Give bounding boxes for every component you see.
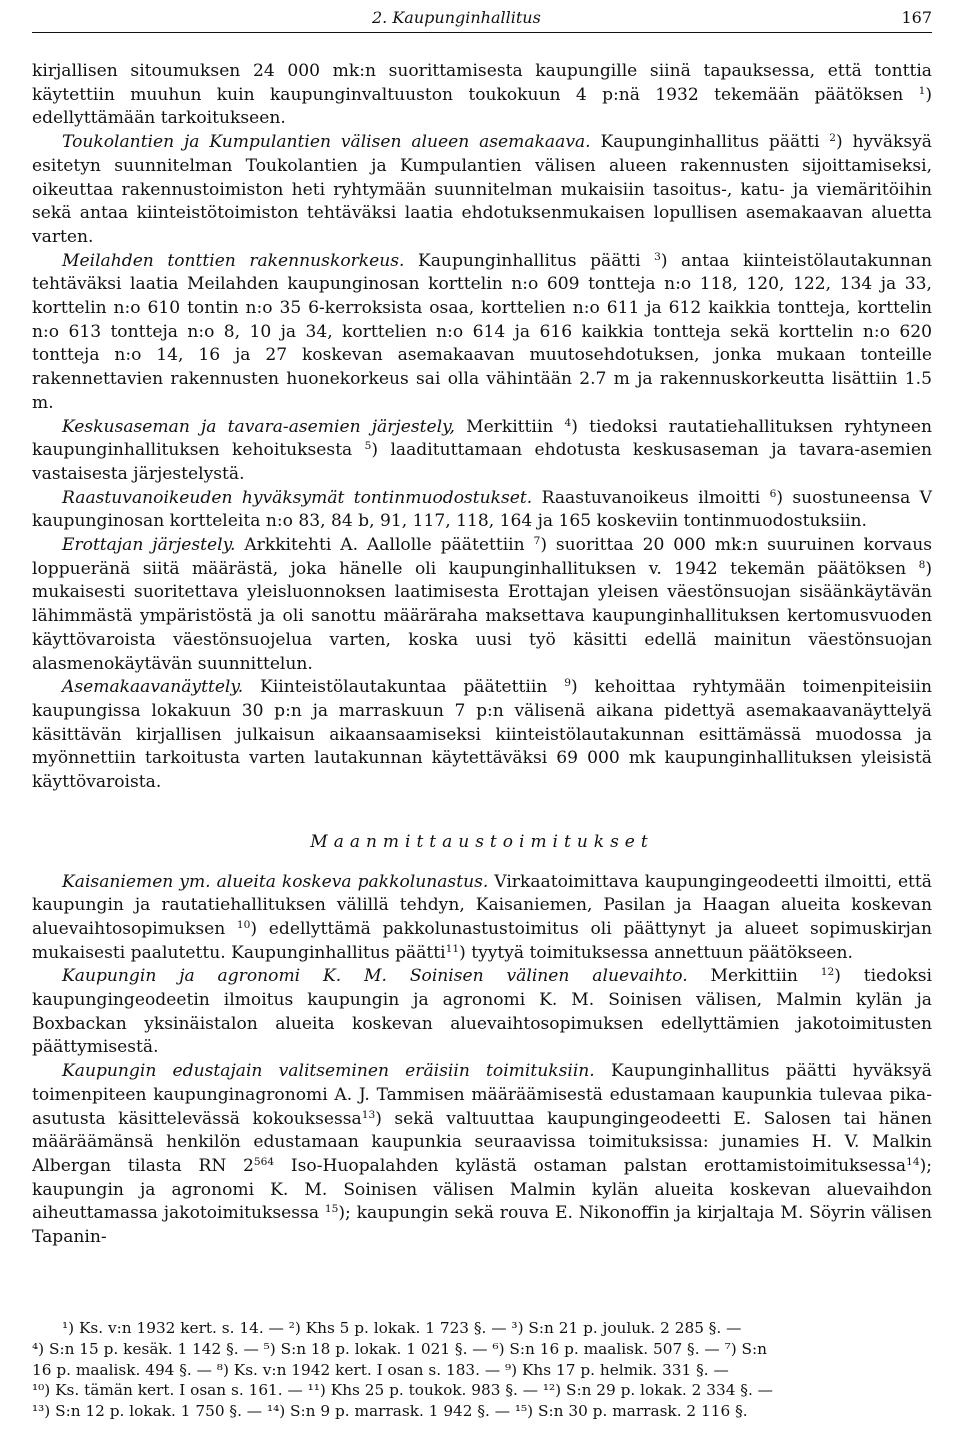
footnote-ref: 11 xyxy=(445,942,460,955)
footnote-ref: 7 xyxy=(533,535,541,548)
footnote-ref: 1 xyxy=(918,84,926,97)
running-header xyxy=(32,4,932,33)
footnote-ref: 14 xyxy=(906,1156,920,1169)
paragraph-asemakaavanayttely: Asemakaavanäyttely. Kiinteistölautakuntaa päätettiin $^9$) kehoittaa ryhtymään toimenpiteisiin kaupungissa lokakuun 30 p:n ja marraskuun 7 p:n välisenä aikana pidettyä asemakaavanäyttelyä käsittävän kirjallisen julkaisun aikaansaamiseksi kiinteistölautakunnan esittämässä muodossa ja myönnettiin tarkoitusta varten lautakunnan käytettäväksi 69 000 mk kaupunginhallituksen yleisistä käyttövaroista. xyxy=(32,677,932,793)
footnote-ref: 15 xyxy=(324,1203,339,1216)
page-number: 167 xyxy=(901,8,932,27)
paragraph-heading: Keskusaseman ja tavara-asemien järjestely, xyxy=(62,416,455,437)
paragraph-heading: Erottajan järjestely. xyxy=(62,535,236,556)
footnote-ref: 4 xyxy=(564,416,572,429)
paragraph-heading: Asemakaavanäyttely. xyxy=(62,677,244,698)
paragraph-raastuvanoikeus: Raastuvanoikeuden hyväksymät tontinmuodostukset. Raastuvanoikeus ilmoitti $^6$) suostuneensa V kaupunginosan kortteleita n:o 83, 84 b, 91, 117, 118, 164 ja 165 koskeviin tontinmuodostuksiin. xyxy=(32,487,932,532)
footnote-ref: 8 xyxy=(918,558,926,571)
paragraph-aluevaihto: Kaupungin ja agronomi K. M. Soinisen välinen aluevaihto. Merkittiin $^{12}$) tiedoksi kaupungingeodeetin ilmoitus kaupungin ja agronomi K. M. Soinisen välisen, Malmin kylän ja Boxbackan yksinäistalon alueita koskevan aluevaihtosopimuksen edellyttämien jakotoimitusten päättymisestä. xyxy=(32,966,933,1058)
paragraph-erottaja: Erottajan järjestely. Arkkitehti A. Aallolle päätettiin $^7$) suorittaa 20 000 mk:n suuruinen korvaus loppueränä siitä määrästä, joka hänelle oli kaupunginhallituksen v. 1942 tekemän päätöksen $^8$) mukaisesti suoritettava yleisluonnoksen laatimisesta Erottajan yleisen väestönsuojan sisäänkäytävän lähimmästä ympäristöstä ja oli sanottu määräraha maksettava kaupunginhallituksen kertomusvuoden käyttövaroista väestönsuojelua varten, koska uusi työ käsitti edellä mainitun väestönsuojan alasmenokäytävän suunnittelun. xyxy=(32,535,932,674)
footnote-ref: 12 xyxy=(820,966,835,979)
footnote-ref: 3 xyxy=(654,250,661,263)
paragraph-edustajat: Kaupungin edustajain valitseminen eräisiin toimituksiin. Kaupunginhallitus päätti hyväksyä toimenpiteen kaupunginagronomi A. J. Tammisen määräämisestä edustamaan kaupunkia tulevaa pika-asutusta käsittelevässä kokouksessa$^{13}$) sekä valtuuttaa kaupungingeodeetti E. Salosen tai hänen määräämänsä henkilön edustamaan kaupunkia seuraavissa toimituksissa: junamies H. V. Malkin Albergan tilasta RN $2^{564}$ Iso-Huopalahden kylästä ostaman palstan erottamistoimituksessa$^{14}$); kaupungin ja agronomi K. M. Soinisen välisen Malmin kylän alueita koskevan aluevaihdon aiheuttamassa jakotoimituksessa $^{15}$); kaupungin sekä rouva E. Nikonoffin ja kirjaltaja M. Söyrin välisen Tapanin- xyxy=(32,1061,933,1248)
paragraph-keskusasema: Keskusaseman ja tavara-asemien järjestely, Merkittiin $^4$) tiedoksi rautatiehallituksen ryhtyneen kaupunginhallituksen kehoituksesta $^5$) laadituttamaan ehdotusta keskusaseman ja tavara-asemien vastaisesta järjestelystä. xyxy=(32,416,932,484)
paragraph-pakkolunastus: Kaisaniemen ym. alueita koskeva pakkolunastus. Virkaatoimittava kaupungingeodeetti ilmoitti, että kaupungin ja rautatiehallituksen välillä tehdyn, Kaisaniemen, Pasilan ja Haagan alueita koskevan aluevaihtosopimuksen $^{10}$) edellyttämä pakkolunastustoimitus oli päättynyt ja alueet sopimuskirjan mukaisesti paalutettu. Kaupunginhallitus päätti$^{11}$) tyytyä toimituksessa annettuun päätökseen. xyxy=(32,871,932,963)
paragraph-heading: Meilahden tonttien rakennuskorkeus. xyxy=(62,250,405,271)
footnote-ref: 6 xyxy=(769,487,777,500)
footnote-ref: 10 xyxy=(236,919,251,932)
footnote-line: ¹) Ks. v:n 1932 kert. s. 14. — ²) Khs 5 p. lokak. 1 723 §. — ³) S:n 21 p. jouluk. 2 285 §. — xyxy=(62,1319,742,1337)
body-text xyxy=(32,60,932,1250)
footnote-line: ¹⁰) Ks. tämän kert. I osan s. 161. — ¹¹) Khs 25 p. toukok. 983 §. — ¹²) S:n 29 p. lokak. 2 334 §. — xyxy=(32,1381,773,1400)
paragraph-heading: Kaupungin ja agronomi K. M. Soinisen välinen aluevaihto. xyxy=(62,966,688,987)
section-heading: Maanmittaustoimitukset xyxy=(310,831,654,852)
footnote-line: ⁴) S:n 15 p. kesäk. 1 142 §. — ⁵) S:n 18 p. lokak. 1 021 §. — ⁶) S:n 16 p. maalisk. 507 §. — ⁷) S:n xyxy=(32,1339,768,1358)
paragraph-heading: Kaupungin edustajain valitseminen eräisiin toimituksiin. xyxy=(62,1061,595,1082)
footnote-ref: 9 xyxy=(564,677,571,690)
paragraph-meilahti: Meilahden tonttien rakennuskorkeus. Kaupunginhallitus päätti $^3$) antaa kiinteistölautakunnan tehtäväksi laatia Meilahden kaupunginosan korttelin n:o 609 tontteja n:o 118, 120, 122, 134 ja 33, korttelin n:o 610 tontin n:o 35 6-kerroksista osaa, korttelien n:o 611 ja 612 kaikkia tontteja, korttelin n:o 613 tontteja n:o 8, 10 ja 34, korttelien n:o 614 ja 616 kaikkia tontteja sekä korttelin n:o 620 tontteja n:o 14, 16 ja 27 koskevan asemakaavan muutosehdotuksen, jonka mukaan tonteille rakennettavien rakennusten huonekorkeus sai olla vähintään 2.7 m ja rakennuskorkeutta lisättiin 1.5 m. xyxy=(32,250,932,413)
footnote-ref: 5 xyxy=(364,440,372,453)
paragraph-heading: Raastuvanoikeuden hyväksymät tontinmuodostukset. xyxy=(62,487,533,508)
chapter-title: 2. Kaupunginhallitus xyxy=(372,8,541,27)
footnote-ref: 2 xyxy=(829,132,836,145)
paragraph-continuation: kirjallisen sitoumuksen 24 000 mk:n suorittamisesta kaupungille siinä tapauksessa, että tonttia käytettiin muuhun kuin kaupunginvaltuuston toukokuun 4 p:nä 1932 tekemään päätöksen $^1$) edellyttämään tarkoitukseen. xyxy=(32,61,932,129)
paragraph-heading: Toukolantien ja Kumpulantien välisen alueen asemakaava. xyxy=(62,132,591,153)
footnotes xyxy=(32,1318,932,1422)
footnote-line: 16 p. maalisk. 494 §. — ⁸) Ks. v:n 1942 kert. I osan s. 183. — ⁹) Khs 17 p. helmik. 331 §. — xyxy=(32,1360,729,1379)
footnote-ref: 13 xyxy=(361,1108,376,1121)
register-number-superscript: 564 xyxy=(253,1156,275,1169)
footnote-line: ¹³) S:n 12 p. lokak. 1 750 §. — ¹⁴) S:n 9 p. marrask. 1 942 §. — ¹⁵) S:n 30 p. marrask. 2 116 §. xyxy=(32,1402,748,1421)
paragraph-heading: Kaisaniemen ym. alueita koskeva pakkolunastus. xyxy=(62,871,489,892)
paragraph-toukolantie: Toukolantien ja Kumpulantien välisen alueen asemakaava. Kaupunginhallitus päätti $^2$) hyväksyä esitetyn suunnitelman Toukolantien ja Kumpulantien välisen alueen rakennusten sijoittamiseksi, oikeuttaa rakennustoimiston heti ryhtymään suunnitelman mukaisiin tasoitus-, katu- ja viemäritöihin sekä antaa kiinteistötoimiston tehtäväksi laatia ehdotuksenmukaisen lopullisen asemakaavan aluetta varten. xyxy=(32,132,932,247)
